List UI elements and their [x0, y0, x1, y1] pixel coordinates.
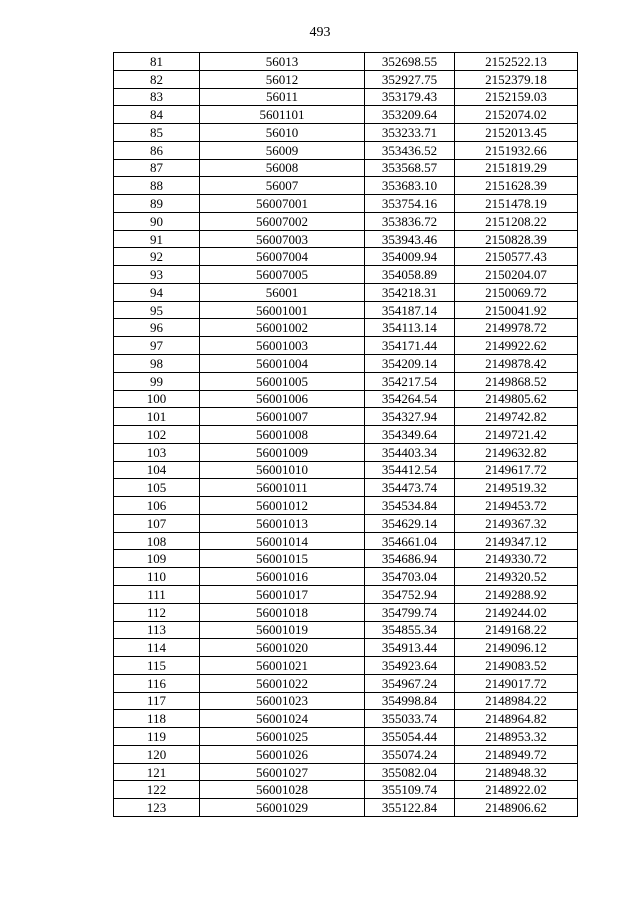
table-row: [114, 728, 578, 746]
row-number-cell: 91: [114, 230, 200, 248]
row-number-cell: 115: [114, 657, 200, 675]
row-number-cell: 87: [114, 159, 200, 177]
table-row: [114, 443, 578, 461]
row-number-cell: 96: [114, 319, 200, 337]
point-id-cell: 56001020: [200, 639, 365, 657]
y-coordinate-cell: 2149453.72: [455, 497, 578, 515]
table-row: [114, 106, 578, 124]
x-coordinate-cell: 354403.34: [365, 443, 455, 461]
x-coordinate-cell: 353436.52: [365, 141, 455, 159]
y-coordinate-cell: 2149083.52: [455, 657, 578, 675]
row-number-cell: 122: [114, 781, 200, 799]
row-number-cell: 97: [114, 337, 200, 355]
y-coordinate-cell: 2148922.02: [455, 781, 578, 799]
row-number-cell: 110: [114, 568, 200, 586]
x-coordinate-cell: 353754.16: [365, 195, 455, 213]
x-coordinate-cell: 354473.74: [365, 479, 455, 497]
y-coordinate-cell: 2150828.39: [455, 230, 578, 248]
table-row: [114, 248, 578, 266]
table-row: [114, 603, 578, 621]
x-coordinate-cell: 354187.14: [365, 301, 455, 319]
y-coordinate-cell: 2149096.12: [455, 639, 578, 657]
y-coordinate-cell: 2149519.32: [455, 479, 578, 497]
table-row: [114, 337, 578, 355]
row-number-cell: 84: [114, 106, 200, 124]
y-coordinate-cell: 2148984.22: [455, 692, 578, 710]
point-id-cell: 56001: [200, 283, 365, 301]
point-id-cell: 56001022: [200, 674, 365, 692]
y-coordinate-cell: 2149330.72: [455, 550, 578, 568]
row-number-cell: 112: [114, 603, 200, 621]
table-row: [114, 461, 578, 479]
x-coordinate-cell: 355122.84: [365, 799, 455, 817]
point-id-cell: 56001011: [200, 479, 365, 497]
point-id-cell: 56001017: [200, 585, 365, 603]
y-coordinate-cell: 2149244.02: [455, 603, 578, 621]
coordinates-table-body: [114, 53, 578, 817]
x-coordinate-cell: 353209.64: [365, 106, 455, 124]
row-number-cell: 121: [114, 763, 200, 781]
point-id-cell: 56001013: [200, 514, 365, 532]
point-id-cell: 56008: [200, 159, 365, 177]
point-id-cell: 56001019: [200, 621, 365, 639]
point-id-cell: 56001028: [200, 781, 365, 799]
point-id-cell: 56007004: [200, 248, 365, 266]
y-coordinate-cell: 2151628.39: [455, 177, 578, 195]
table-row: [114, 497, 578, 515]
table-row: [114, 355, 578, 373]
x-coordinate-cell: 353943.46: [365, 230, 455, 248]
point-id-cell: 56001021: [200, 657, 365, 675]
table-row: [114, 550, 578, 568]
y-coordinate-cell: 2149632.82: [455, 443, 578, 461]
point-id-cell: 56001001: [200, 301, 365, 319]
x-coordinate-cell: 354923.64: [365, 657, 455, 675]
row-number-cell: 108: [114, 532, 200, 550]
row-number-cell: 98: [114, 355, 200, 373]
row-number-cell: 92: [114, 248, 200, 266]
row-number-cell: 95: [114, 301, 200, 319]
row-number-cell: 88: [114, 177, 200, 195]
row-number-cell: 120: [114, 745, 200, 763]
point-id-cell: 5601101: [200, 106, 365, 124]
x-coordinate-cell: 354327.94: [365, 408, 455, 426]
x-coordinate-cell: 354264.54: [365, 390, 455, 408]
y-coordinate-cell: 2149978.72: [455, 319, 578, 337]
table-row: [114, 230, 578, 248]
point-id-cell: 56001004: [200, 355, 365, 373]
table-row: [114, 568, 578, 586]
y-coordinate-cell: 2149347.12: [455, 532, 578, 550]
point-id-cell: 56001005: [200, 372, 365, 390]
row-number-cell: 116: [114, 674, 200, 692]
x-coordinate-cell: 354009.94: [365, 248, 455, 266]
x-coordinate-cell: 354349.64: [365, 426, 455, 444]
y-coordinate-cell: 2148906.62: [455, 799, 578, 817]
table-row: [114, 639, 578, 657]
table-row: [114, 710, 578, 728]
x-coordinate-cell: 354217.54: [365, 372, 455, 390]
row-number-cell: 94: [114, 283, 200, 301]
table-row: [114, 88, 578, 106]
row-number-cell: 114: [114, 639, 200, 657]
table-row: [114, 301, 578, 319]
row-number-cell: 85: [114, 124, 200, 142]
table-row: [114, 763, 578, 781]
y-coordinate-cell: 2151478.19: [455, 195, 578, 213]
point-id-cell: 56001002: [200, 319, 365, 337]
table-row: [114, 514, 578, 532]
point-id-cell: 56001006: [200, 390, 365, 408]
y-coordinate-cell: 2150577.43: [455, 248, 578, 266]
y-coordinate-cell: 2149922.62: [455, 337, 578, 355]
x-coordinate-cell: 354703.04: [365, 568, 455, 586]
table-row: [114, 124, 578, 142]
x-coordinate-cell: 354686.94: [365, 550, 455, 568]
row-number-cell: 102: [114, 426, 200, 444]
x-coordinate-cell: 354967.24: [365, 674, 455, 692]
point-id-cell: 56013: [200, 53, 365, 71]
table-row: [114, 266, 578, 284]
y-coordinate-cell: 2150069.72: [455, 283, 578, 301]
y-coordinate-cell: 2151208.22: [455, 212, 578, 230]
point-id-cell: 56001018: [200, 603, 365, 621]
x-coordinate-cell: 354629.14: [365, 514, 455, 532]
table-row: [114, 195, 578, 213]
point-id-cell: 56007002: [200, 212, 365, 230]
x-coordinate-cell: 353568.57: [365, 159, 455, 177]
x-coordinate-cell: 354913.44: [365, 639, 455, 657]
y-coordinate-cell: 2149320.52: [455, 568, 578, 586]
table-row: [114, 177, 578, 195]
table-row: [114, 745, 578, 763]
x-coordinate-cell: 354218.31: [365, 283, 455, 301]
table-row: [114, 621, 578, 639]
row-number-cell: 119: [114, 728, 200, 746]
y-coordinate-cell: 2149868.52: [455, 372, 578, 390]
table-row: [114, 657, 578, 675]
y-coordinate-cell: 2149367.32: [455, 514, 578, 532]
y-coordinate-cell: 2149617.72: [455, 461, 578, 479]
y-coordinate-cell: 2149017.72: [455, 674, 578, 692]
point-id-cell: 56001007: [200, 408, 365, 426]
x-coordinate-cell: 353683.10: [365, 177, 455, 195]
table-row: [114, 408, 578, 426]
point-id-cell: 56001003: [200, 337, 365, 355]
y-coordinate-cell: 2151932.66: [455, 141, 578, 159]
point-id-cell: 56001029: [200, 799, 365, 817]
y-coordinate-cell: 2151819.29: [455, 159, 578, 177]
x-coordinate-cell: 352927.75: [365, 70, 455, 88]
table-row: [114, 585, 578, 603]
y-coordinate-cell: 2152379.18: [455, 70, 578, 88]
y-coordinate-cell: 2148964.82: [455, 710, 578, 728]
point-id-cell: 56001015: [200, 550, 365, 568]
y-coordinate-cell: 2149878.42: [455, 355, 578, 373]
y-coordinate-cell: 2152013.45: [455, 124, 578, 142]
row-number-cell: 86: [114, 141, 200, 159]
y-coordinate-cell: 2148949.72: [455, 745, 578, 763]
point-id-cell: 56011: [200, 88, 365, 106]
x-coordinate-cell: 354534.84: [365, 497, 455, 515]
table-row: [114, 479, 578, 497]
row-number-cell: 111: [114, 585, 200, 603]
y-coordinate-cell: 2149288.92: [455, 585, 578, 603]
x-coordinate-cell: 355109.74: [365, 781, 455, 799]
point-id-cell: 56012: [200, 70, 365, 88]
row-number-cell: 99: [114, 372, 200, 390]
point-id-cell: 56001010: [200, 461, 365, 479]
x-coordinate-cell: 352698.55: [365, 53, 455, 71]
table-row: [114, 390, 578, 408]
x-coordinate-cell: 353233.71: [365, 124, 455, 142]
point-id-cell: 56001024: [200, 710, 365, 728]
table-row: [114, 212, 578, 230]
table-row: [114, 426, 578, 444]
point-id-cell: 56001025: [200, 728, 365, 746]
row-number-cell: 90: [114, 212, 200, 230]
x-coordinate-cell: 353179.43: [365, 88, 455, 106]
x-coordinate-cell: 354412.54: [365, 461, 455, 479]
x-coordinate-cell: 353836.72: [365, 212, 455, 230]
row-number-cell: 93: [114, 266, 200, 284]
row-number-cell: 100: [114, 390, 200, 408]
y-coordinate-cell: 2152522.13: [455, 53, 578, 71]
y-coordinate-cell: 2149168.22: [455, 621, 578, 639]
x-coordinate-cell: 354799.74: [365, 603, 455, 621]
point-id-cell: 56007005: [200, 266, 365, 284]
x-coordinate-cell: 354171.44: [365, 337, 455, 355]
point-id-cell: 56001023: [200, 692, 365, 710]
y-coordinate-cell: 2148948.32: [455, 763, 578, 781]
point-id-cell: 56007: [200, 177, 365, 195]
row-number-cell: 89: [114, 195, 200, 213]
x-coordinate-cell: 354752.94: [365, 585, 455, 603]
table-row: [114, 799, 578, 817]
x-coordinate-cell: 355054.44: [365, 728, 455, 746]
table-row: [114, 674, 578, 692]
x-coordinate-cell: 354661.04: [365, 532, 455, 550]
row-number-cell: 103: [114, 443, 200, 461]
page-number: 493: [309, 25, 331, 40]
row-number-cell: 104: [114, 461, 200, 479]
point-id-cell: 56001008: [200, 426, 365, 444]
y-coordinate-cell: 2148953.32: [455, 728, 578, 746]
table-row: [114, 159, 578, 177]
table-row: [114, 319, 578, 337]
point-id-cell: 56001012: [200, 497, 365, 515]
x-coordinate-cell: 355082.04: [365, 763, 455, 781]
row-number-cell: 113: [114, 621, 200, 639]
x-coordinate-cell: 354855.34: [365, 621, 455, 639]
x-coordinate-cell: 355074.24: [365, 745, 455, 763]
x-coordinate-cell: 354998.84: [365, 692, 455, 710]
y-coordinate-cell: 2150204.07: [455, 266, 578, 284]
y-coordinate-cell: 2152159.03: [455, 88, 578, 106]
coordinates-table: [113, 52, 578, 817]
table-row: [114, 692, 578, 710]
row-number-cell: 106: [114, 497, 200, 515]
table-row: [114, 532, 578, 550]
point-id-cell: 56001009: [200, 443, 365, 461]
row-number-cell: 83: [114, 88, 200, 106]
point-id-cell: 56009: [200, 141, 365, 159]
table-row: [114, 781, 578, 799]
row-number-cell: 81: [114, 53, 200, 71]
point-id-cell: 56010: [200, 124, 365, 142]
y-coordinate-cell: 2152074.02: [455, 106, 578, 124]
row-number-cell: 118: [114, 710, 200, 728]
point-id-cell: 56007003: [200, 230, 365, 248]
y-coordinate-cell: 2149742.82: [455, 408, 578, 426]
point-id-cell: 56007001: [200, 195, 365, 213]
row-number-cell: 117: [114, 692, 200, 710]
row-number-cell: 101: [114, 408, 200, 426]
x-coordinate-cell: 354113.14: [365, 319, 455, 337]
row-number-cell: 82: [114, 70, 200, 88]
point-id-cell: 56001026: [200, 745, 365, 763]
point-id-cell: 56001014: [200, 532, 365, 550]
y-coordinate-cell: 2149805.62: [455, 390, 578, 408]
x-coordinate-cell: 355033.74: [365, 710, 455, 728]
table-row: [114, 70, 578, 88]
table-row: [114, 283, 578, 301]
table-row: [114, 141, 578, 159]
row-number-cell: 105: [114, 479, 200, 497]
x-coordinate-cell: 354058.89: [365, 266, 455, 284]
table-row: [114, 53, 578, 71]
table-row: [114, 372, 578, 390]
y-coordinate-cell: 2150041.92: [455, 301, 578, 319]
row-number-cell: 123: [114, 799, 200, 817]
point-id-cell: 56001027: [200, 763, 365, 781]
row-number-cell: 109: [114, 550, 200, 568]
x-coordinate-cell: 354209.14: [365, 355, 455, 373]
point-id-cell: 56001016: [200, 568, 365, 586]
y-coordinate-cell: 2149721.42: [455, 426, 578, 444]
row-number-cell: 107: [114, 514, 200, 532]
